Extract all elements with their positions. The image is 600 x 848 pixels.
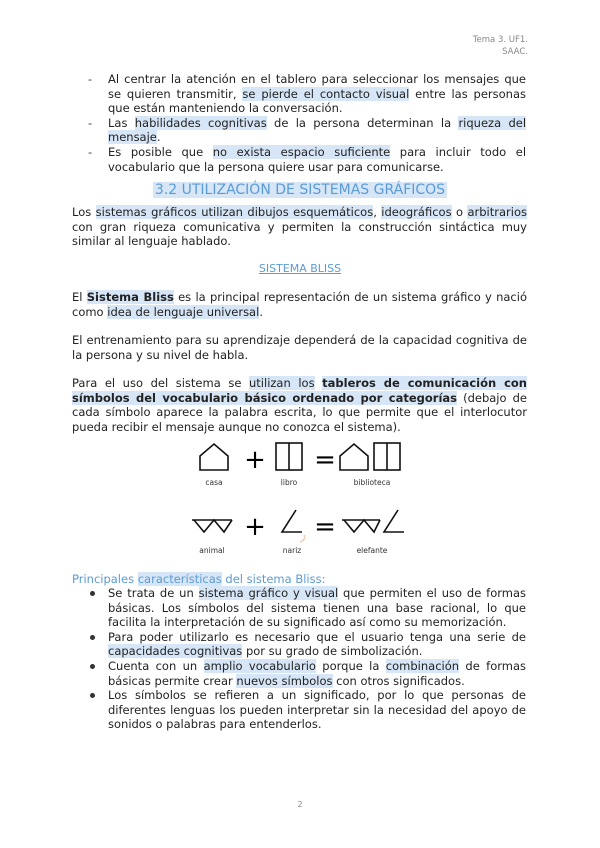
paragraph-graphic-systems (72, 205, 527, 249)
biblioteca-house-symbol (340, 444, 368, 470)
text: del sistema Bliss: (221, 572, 326, 586)
highlight: capacidades cognitivas (108, 644, 243, 659)
highlight: Sistema Bliss (86, 290, 174, 304)
elefante-nose-symbol (384, 510, 404, 532)
equals-sign-1: = (314, 445, 336, 475)
characteristics-title (72, 572, 325, 586)
elefante-animal-symbol (344, 520, 380, 532)
highlight: amplio vocabulario (203, 658, 316, 673)
text: entre las personas que están manteniendo la conversación. (108, 86, 527, 116)
intro-item-1 (86, 72, 526, 116)
highlight: utilizan los (249, 376, 315, 390)
highlight: se pierde el contacto visual (242, 86, 410, 101)
casa-symbol (200, 444, 228, 470)
intro-item-2 (86, 116, 526, 145)
highlight: sistema gráfico y visual (198, 586, 339, 600)
paragraph-usage (72, 376, 527, 434)
text: , (373, 205, 382, 219)
text: o (451, 205, 468, 219)
text: por su grado de simbolización. (242, 644, 423, 659)
highlight: riqueza del mensaje (108, 115, 527, 145)
subtitle-sistema-bliss: SISTEMA BLISS (258, 262, 342, 275)
label-animal: animal (199, 546, 225, 555)
characteristic-item-4 (86, 688, 526, 732)
text: Los símbolos se refieren a un significado, por lo que personas de diferentes lenguas los pueden interpretar sin la necesidad del apoyo de sonidos o palabras para entenderlos. (108, 688, 526, 732)
text: Cuenta con un (108, 658, 204, 673)
highlight: ideográficos (381, 205, 452, 219)
text: Principales (72, 572, 138, 586)
label-nariz: nariz (282, 546, 302, 555)
plus-sign-1: + (244, 445, 266, 475)
label-elefante: elefante (356, 546, 388, 555)
paragraph-bliss-intro (72, 290, 527, 319)
header-line-2: SAAC. (502, 47, 528, 57)
nariz-symbol (282, 510, 302, 532)
characteristic-item-1 (86, 586, 526, 630)
section-title (0, 182, 600, 198)
intro-item-3 (86, 145, 526, 174)
text: que permiten el uso de formas básicas. Los símbolos del sistema tienen una base racional, lo que facilita la interpretación de su significado así como su memorización. (108, 586, 526, 630)
text: Para el uso del sistema se (72, 376, 249, 390)
equals-sign-2: = (314, 512, 336, 542)
text: para incluir todo el vocabulario que la persona quiere usar para comunicarse. (108, 144, 527, 174)
page-number: 2 (297, 800, 303, 809)
highlight: habilidades cognitivas (134, 115, 267, 130)
text: es la principal representación de un sistema gráfico y nació como (72, 290, 527, 319)
plus-sign-2: + (244, 512, 266, 542)
header-line-1: Tema 3. UF1. (472, 35, 528, 45)
text: Para poder utilizarlo es necesario que el usuario tenga una serie de (108, 629, 526, 644)
highlight: idea de lenguaje universal (107, 304, 260, 319)
text: Las (108, 115, 135, 130)
intro-dash-list (86, 72, 526, 174)
text: . (259, 304, 263, 319)
highlight: tableros de comunicación con símbolos del vocabulario básico ordenado por categorías (72, 376, 527, 405)
animal-symbol (194, 520, 232, 532)
highlight: arbitrarios (467, 205, 527, 219)
text: de formas básicas permite crear (108, 658, 526, 688)
section-title-text: 3.2 UTILIZACIÓN DE SISTEMAS GRÁFICOS (154, 182, 446, 198)
bliss-symbols-drawing (180, 440, 420, 560)
label-casa: casa (205, 478, 223, 487)
text: porque la (315, 658, 386, 673)
bliss-symbols-figure (180, 440, 420, 560)
text: . (156, 130, 161, 145)
text: Los (72, 205, 96, 219)
label-libro: libro (280, 478, 298, 487)
highlight: nuevos símbolos (236, 673, 333, 688)
page-header (473, 34, 528, 58)
characteristic-item-3 (86, 659, 526, 688)
highlight: características (137, 572, 222, 586)
text: de la persona determinan la (266, 115, 459, 130)
highlight: combinación (385, 658, 460, 673)
text: Se trata de un (108, 586, 199, 600)
characteristic-item-2 (86, 630, 526, 659)
text: con otros significados. (332, 673, 465, 688)
highlight: sistemas gráficos utilizan dibujos esquemáticos (95, 205, 374, 219)
text: con gran riqueza comunicativa y permiten la construcción sintáctica muy similar al lenguaje hablado. (72, 219, 527, 249)
text: Es posible que (108, 144, 213, 159)
highlight: no exista espacio suficiente (212, 144, 391, 159)
text: Al centrar la atención en el tablero para seleccionar los mensajes que se quieren transmitir, (108, 72, 526, 101)
nariz-swoosh-decoration (300, 535, 305, 542)
paragraph-training: El entrenamiento para su aprendizaje dependerá de la capacidad cognitiva de la persona y su nivel de habla. (72, 333, 527, 362)
text: (debajo de cada símbolo aparece la palabra escrita, lo que permite que el interlocutor pueda recibir el mensaje aunque no conozca el sistema). (72, 390, 527, 434)
label-biblioteca: biblioteca (353, 478, 391, 487)
characteristics-list (86, 586, 526, 732)
text: El (72, 290, 87, 304)
